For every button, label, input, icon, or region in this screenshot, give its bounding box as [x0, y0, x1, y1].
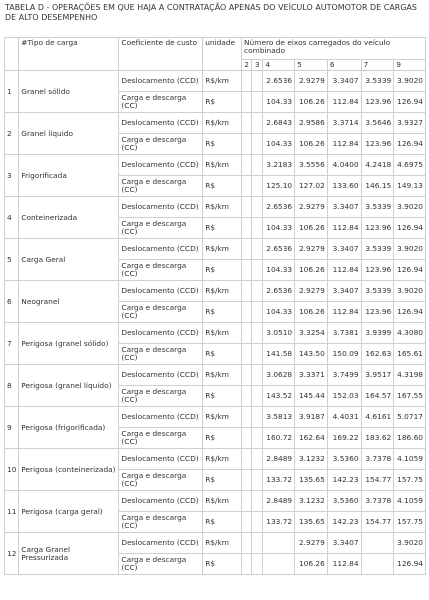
value-cell: 3.5556: [295, 155, 328, 176]
value-cell: 126.94: [394, 260, 426, 281]
table-body: [5, 71, 426, 575]
value-cell: 3.3407: [327, 533, 361, 554]
value-cell: 4.6975: [394, 155, 426, 176]
unit: R$: [203, 302, 242, 323]
value-cell: 162.63: [361, 344, 394, 365]
value-cell: [252, 176, 263, 197]
value-cell: 2.6536: [263, 239, 295, 260]
table-row: [5, 449, 426, 470]
row-number: 12: [5, 533, 19, 575]
unit: R$: [203, 134, 242, 155]
value-cell: [252, 365, 263, 386]
value-cell: 126.94: [394, 92, 426, 113]
axle-header: 6: [327, 60, 361, 71]
value-cell: 4.1059: [394, 449, 426, 470]
value-cell: 162.64: [295, 428, 328, 449]
value-cell: 2.6536: [263, 71, 295, 92]
value-cell: 3.5813: [263, 407, 295, 428]
cost-coefficient: Carga e descarga (CC): [119, 176, 203, 197]
value-cell: 3.9020: [394, 197, 426, 218]
value-cell: 126.94: [394, 554, 426, 575]
value-cell: 106.26: [295, 302, 328, 323]
value-cell: [242, 239, 252, 260]
cargo-type: Carga Granel Pressurizada: [19, 533, 119, 575]
unit: R$/km: [203, 239, 242, 260]
value-cell: [252, 554, 263, 575]
value-cell: 4.2418: [361, 155, 394, 176]
value-cell: 3.1232: [295, 491, 328, 512]
header-unidade: unidade: [203, 38, 242, 71]
value-cell: 104.33: [263, 134, 295, 155]
row-number: 10: [5, 449, 19, 491]
value-cell: 3.3371: [295, 365, 328, 386]
value-cell: 3.5339: [361, 71, 394, 92]
value-cell: 106.26: [295, 260, 328, 281]
cost-coefficient: Carga e descarga (CC): [119, 302, 203, 323]
value-cell: 3.3407: [327, 197, 361, 218]
unit: R$/km: [203, 449, 242, 470]
cost-coefficient: Deslocamento (CCD): [119, 281, 203, 302]
value-cell: 183.62: [361, 428, 394, 449]
value-cell: 2.9279: [295, 71, 328, 92]
cost-coefficient: Carga e descarga (CC): [119, 344, 203, 365]
value-cell: [242, 260, 252, 281]
row-number: 2: [5, 113, 19, 155]
unit: R$: [203, 470, 242, 491]
value-cell: [242, 281, 252, 302]
value-cell: 167.55: [394, 386, 426, 407]
value-cell: 3.9020: [394, 533, 426, 554]
value-cell: [252, 533, 263, 554]
cost-coefficient: Deslocamento (CCD): [119, 407, 203, 428]
value-cell: [252, 71, 263, 92]
value-cell: 3.3407: [327, 71, 361, 92]
value-cell: 4.1059: [394, 491, 426, 512]
cost-coefficient: Deslocamento (CCD): [119, 365, 203, 386]
axle-header: 2: [242, 60, 252, 71]
cost-coefficient: Carga e descarga (CC): [119, 554, 203, 575]
value-cell: [242, 449, 252, 470]
row-number: 8: [5, 365, 19, 407]
value-cell: 126.94: [394, 134, 426, 155]
value-cell: 3.9327: [394, 113, 426, 134]
unit: R$: [203, 554, 242, 575]
header-number: [5, 38, 19, 71]
unit: R$/km: [203, 281, 242, 302]
axle-header: 3: [252, 60, 263, 71]
cargo-type: Granel líquido: [19, 113, 119, 155]
value-cell: [252, 239, 263, 260]
value-cell: [252, 134, 263, 155]
value-cell: 3.9020: [394, 281, 426, 302]
value-cell: 2.6536: [263, 281, 295, 302]
row-number: 9: [5, 407, 19, 449]
unit: R$/km: [203, 407, 242, 428]
value-cell: 143.52: [263, 386, 295, 407]
value-cell: 2.9279: [295, 197, 328, 218]
unit: R$/km: [203, 365, 242, 386]
value-cell: 3.9020: [394, 71, 426, 92]
header-row: [5, 38, 426, 60]
value-cell: [242, 71, 252, 92]
unit: R$: [203, 428, 242, 449]
value-cell: 133.72: [263, 470, 295, 491]
value-cell: 141.58: [263, 344, 295, 365]
table-row: [5, 113, 426, 134]
value-cell: [242, 407, 252, 428]
value-cell: 4.6161: [361, 407, 394, 428]
value-cell: 112.84: [327, 260, 361, 281]
value-cell: 142.23: [327, 470, 361, 491]
value-cell: 133.72: [263, 512, 295, 533]
value-cell: 3.0628: [263, 365, 295, 386]
value-cell: 126.94: [394, 218, 426, 239]
cargo-type: Carga Geral: [19, 239, 119, 281]
cost-coefficient: Deslocamento (CCD): [119, 491, 203, 512]
value-cell: 2.9279: [295, 281, 328, 302]
value-cell: [252, 197, 263, 218]
value-cell: 150.09: [327, 344, 361, 365]
cargo-type: Frigorificada: [19, 155, 119, 197]
unit: R$/km: [203, 71, 242, 92]
table-row: [5, 197, 426, 218]
value-cell: 2.8489: [263, 449, 295, 470]
cost-coefficient: Deslocamento (CCD): [119, 533, 203, 554]
value-cell: [252, 281, 263, 302]
value-cell: 186.60: [394, 428, 426, 449]
cargo-type: Perigosa (frigorificada): [19, 407, 119, 449]
value-cell: 3.9399: [361, 323, 394, 344]
value-cell: [252, 491, 263, 512]
value-cell: 3.3254: [295, 323, 328, 344]
cargo-type: Perigosa (carga geral): [19, 491, 119, 533]
value-cell: 164.57: [361, 386, 394, 407]
value-cell: 3.7378: [361, 491, 394, 512]
table-row: [5, 281, 426, 302]
value-cell: [252, 92, 263, 113]
value-cell: 112.84: [327, 218, 361, 239]
value-cell: 3.7499: [327, 365, 361, 386]
cargo-type: Perigosa (conteinerizada): [19, 449, 119, 491]
value-cell: 2.9279: [295, 239, 328, 260]
cost-coefficient: Carga e descarga (CC): [119, 260, 203, 281]
value-cell: 149.13: [394, 176, 426, 197]
value-cell: 104.33: [263, 302, 295, 323]
row-number: 6: [5, 281, 19, 323]
table-row: [5, 323, 426, 344]
value-cell: 3.5646: [361, 113, 394, 134]
value-cell: [252, 218, 263, 239]
table-row: [5, 407, 426, 428]
row-number: 3: [5, 155, 19, 197]
cost-coefficient: Deslocamento (CCD): [119, 197, 203, 218]
value-cell: [242, 428, 252, 449]
value-cell: 2.9279: [295, 533, 328, 554]
value-cell: 165.61: [394, 344, 426, 365]
value-cell: 2.9586: [295, 113, 328, 134]
value-cell: 3.5339: [361, 281, 394, 302]
header-coef: Coeficiente de custo: [119, 38, 203, 71]
cost-coefficient: Carga e descarga (CC): [119, 512, 203, 533]
value-cell: [252, 407, 263, 428]
value-cell: 135.65: [295, 512, 328, 533]
value-cell: 3.7378: [361, 449, 394, 470]
row-number: 11: [5, 491, 19, 533]
value-cell: 152.03: [327, 386, 361, 407]
value-cell: [242, 365, 252, 386]
row-number: 1: [5, 71, 19, 113]
value-cell: 106.26: [295, 134, 328, 155]
value-cell: 2.6843: [263, 113, 295, 134]
value-cell: 3.5339: [361, 197, 394, 218]
value-cell: [361, 554, 394, 575]
value-cell: [252, 386, 263, 407]
header-tipo: #Tipo de carga: [19, 38, 119, 71]
value-cell: [242, 344, 252, 365]
unit: R$/km: [203, 323, 242, 344]
value-cell: 127.02: [295, 176, 328, 197]
value-cell: 3.3407: [327, 239, 361, 260]
value-cell: 3.2183: [263, 155, 295, 176]
table-row: [5, 491, 426, 512]
unit: R$: [203, 218, 242, 239]
value-cell: [263, 554, 295, 575]
unit: R$: [203, 176, 242, 197]
unit: R$: [203, 92, 242, 113]
value-cell: [242, 92, 252, 113]
value-cell: [242, 533, 252, 554]
value-cell: [242, 218, 252, 239]
value-cell: 123.96: [361, 218, 394, 239]
value-cell: 143.50: [295, 344, 328, 365]
cargo-type: Granel sólido: [19, 71, 119, 113]
value-cell: [263, 533, 295, 554]
axle-header: 5: [295, 60, 328, 71]
value-cell: 112.84: [327, 302, 361, 323]
value-cell: [242, 176, 252, 197]
value-cell: [252, 113, 263, 134]
value-cell: [242, 491, 252, 512]
unit: R$: [203, 344, 242, 365]
value-cell: 157.75: [394, 512, 426, 533]
cost-coefficient: Carga e descarga (CC): [119, 218, 203, 239]
value-cell: 106.26: [295, 218, 328, 239]
table-row: [5, 239, 426, 260]
value-cell: 3.3407: [327, 281, 361, 302]
header-eixos: Número de eixos carregados do veículo combinado: [242, 38, 426, 60]
value-cell: 3.0510: [263, 323, 295, 344]
freight-table: [4, 37, 426, 575]
cost-coefficient: Carga e descarga (CC): [119, 428, 203, 449]
cargo-type: Perigosa (granel sólido): [19, 323, 119, 365]
cost-coefficient: Deslocamento (CCD): [119, 113, 203, 134]
value-cell: [252, 323, 263, 344]
unit: R$: [203, 386, 242, 407]
value-cell: 104.33: [263, 218, 295, 239]
value-cell: 123.96: [361, 92, 394, 113]
value-cell: 3.3714: [327, 113, 361, 134]
value-cell: 125.10: [263, 176, 295, 197]
row-number: 7: [5, 323, 19, 365]
unit: R$/km: [203, 113, 242, 134]
value-cell: 123.96: [361, 260, 394, 281]
unit: R$/km: [203, 533, 242, 554]
value-cell: 3.5360: [327, 491, 361, 512]
table-row: [5, 365, 426, 386]
value-cell: [242, 113, 252, 134]
value-cell: [252, 470, 263, 491]
row-number: 5: [5, 239, 19, 281]
table-row: [5, 533, 426, 554]
value-cell: 146.15: [361, 176, 394, 197]
value-cell: [242, 155, 252, 176]
cost-coefficient: Carga e descarga (CC): [119, 386, 203, 407]
value-cell: 112.84: [327, 92, 361, 113]
unit: R$/km: [203, 155, 242, 176]
unit: R$: [203, 512, 242, 533]
value-cell: [361, 533, 394, 554]
value-cell: 112.84: [327, 554, 361, 575]
value-cell: 2.8489: [263, 491, 295, 512]
value-cell: 2.6536: [263, 197, 295, 218]
value-cell: 5.0717: [394, 407, 426, 428]
axle-header: 9: [394, 60, 426, 71]
value-cell: 3.9517: [361, 365, 394, 386]
value-cell: 154.77: [361, 512, 394, 533]
value-cell: 3.9020: [394, 239, 426, 260]
value-cell: 104.33: [263, 92, 295, 113]
cost-coefficient: Deslocamento (CCD): [119, 323, 203, 344]
value-cell: 3.5360: [327, 449, 361, 470]
value-cell: 142.23: [327, 512, 361, 533]
value-cell: 4.3080: [394, 323, 426, 344]
value-cell: 157.75: [394, 470, 426, 491]
value-cell: [242, 197, 252, 218]
value-cell: 3.7381: [327, 323, 361, 344]
value-cell: [252, 344, 263, 365]
value-cell: 3.1232: [295, 449, 328, 470]
value-cell: 133.60: [327, 176, 361, 197]
value-cell: [252, 449, 263, 470]
value-cell: 169.22: [327, 428, 361, 449]
cargo-type: Conteinerizada: [19, 197, 119, 239]
value-cell: 112.84: [327, 134, 361, 155]
value-cell: 145.44: [295, 386, 328, 407]
value-cell: 4.3198: [394, 365, 426, 386]
cost-coefficient: Deslocamento (CCD): [119, 239, 203, 260]
value-cell: 106.26: [295, 554, 328, 575]
value-cell: [242, 386, 252, 407]
value-cell: [252, 302, 263, 323]
value-cell: [242, 470, 252, 491]
value-cell: 4.0400: [327, 155, 361, 176]
cargo-type: Neogranel: [19, 281, 119, 323]
unit: R$: [203, 260, 242, 281]
value-cell: [242, 302, 252, 323]
table-row: [5, 71, 426, 92]
value-cell: [242, 512, 252, 533]
unit: R$/km: [203, 197, 242, 218]
value-cell: 106.26: [295, 92, 328, 113]
cost-coefficient: Carga e descarga (CC): [119, 134, 203, 155]
value-cell: 123.96: [361, 302, 394, 323]
axle-header: 7: [361, 60, 394, 71]
value-cell: 135.65: [295, 470, 328, 491]
value-cell: [252, 512, 263, 533]
row-number: 4: [5, 197, 19, 239]
value-cell: [242, 134, 252, 155]
value-cell: [252, 428, 263, 449]
value-cell: 123.96: [361, 134, 394, 155]
cost-coefficient: Deslocamento (CCD): [119, 449, 203, 470]
axle-header: 4: [263, 60, 295, 71]
cost-coefficient: Deslocamento (CCD): [119, 71, 203, 92]
value-cell: [242, 554, 252, 575]
table-row: [5, 155, 426, 176]
cargo-type: Perigosa (granel líquido): [19, 365, 119, 407]
value-cell: [252, 155, 263, 176]
table-title: TABELA D - OPERAÇÕES EM QUE HAJA A CONTRATAÇÃO APENAS DO VEÍCULO AUTOMOTOR DE CARGAS DE ALTO DESEMPENHO: [5, 3, 417, 22]
value-cell: [242, 323, 252, 344]
value-cell: 154.77: [361, 470, 394, 491]
value-cell: 3.5339: [361, 239, 394, 260]
unit: R$/km: [203, 491, 242, 512]
value-cell: 3.9187: [295, 407, 328, 428]
value-cell: 4.4031: [327, 407, 361, 428]
value-cell: 160.72: [263, 428, 295, 449]
value-cell: 104.33: [263, 260, 295, 281]
cost-coefficient: Deslocamento (CCD): [119, 155, 203, 176]
value-cell: 126.94: [394, 302, 426, 323]
cost-coefficient: Carga e descarga (CC): [119, 470, 203, 491]
cost-coefficient: Carga e descarga (CC): [119, 92, 203, 113]
value-cell: [252, 260, 263, 281]
